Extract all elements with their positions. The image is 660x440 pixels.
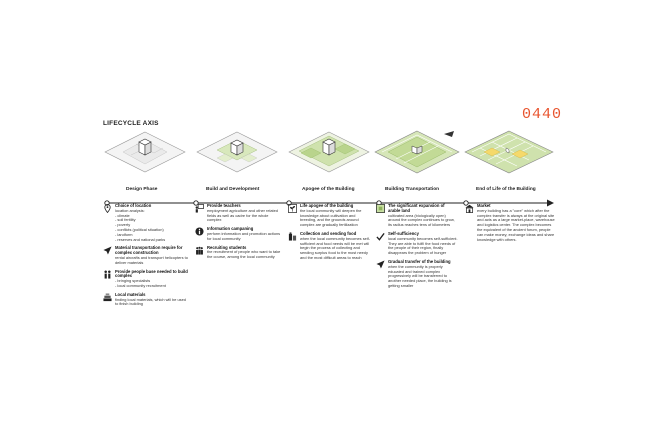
market-icon [465, 204, 474, 213]
block-title: Collection and sending food [300, 230, 357, 236]
iso-diagram-design [103, 128, 188, 186]
section-title: LIFECYCLE AXIS [103, 120, 159, 127]
info-block [376, 232, 458, 256]
info-block [195, 246, 283, 260]
phase-label-end-of-life: End of Life of the Building [476, 187, 536, 192]
phase-label-apogee: Apogee of the Building [302, 187, 355, 192]
block-title: Gradual transfer of the building [388, 258, 451, 264]
block-text: perform information and promotion actions for local community [207, 230, 281, 241]
location-pin-icon [103, 204, 112, 213]
block-title: The significant expansion of arable land [388, 203, 445, 213]
info-block [376, 204, 458, 228]
block-title: Market [477, 203, 491, 208]
info-block [376, 260, 458, 289]
column-build [195, 204, 283, 264]
phase-label-design: Design Phase [126, 187, 158, 192]
block-text: when the local community becomes self-sufficient and food needs will be met will begin the process of collecting and sending surplus food to the most needy and the most difficult areas to reach [300, 235, 371, 260]
iso-diagram-transportation [372, 128, 462, 186]
people-icon [103, 270, 112, 279]
growth-icon [288, 204, 297, 213]
self-sufficiency-icon [376, 232, 385, 241]
block-text: the local community will deepen the knowledge about cultivation and breeding, and the grounds around complex are gradually fertilization [300, 207, 362, 228]
iso-diagram-build [195, 128, 280, 186]
block-text: local community becomes self-sufficient. They are able to fulfil the food needs of the people of their region, finally disappears the problem of hunger [388, 235, 458, 256]
block-text: cultivated area (biologically open) around the complex continues to grow, its radius reaches tens of kilometers [388, 212, 455, 228]
block-text: location analysis: - climate - soil fertility - poverty - conflicts (political situation) - landform - reserves and national parks [115, 207, 166, 242]
block-title: Local materials [115, 291, 146, 297]
iso-diagram-end-of-life [462, 128, 556, 186]
block-title: Life apogee of the building [300, 203, 354, 208]
info-block [195, 227, 283, 241]
materials-icon [103, 293, 112, 302]
teacher-icon [195, 204, 204, 213]
block-text: every building has a "core" which after the complex transfer is always at the original site and acts as a large market-place, warehouse and logistics center. The complex becomes the equivalent of the ancient forum, people can make money, exchange ideas and share knowledge with others. [477, 207, 555, 242]
airplane-icon [103, 246, 112, 255]
food-icon [288, 232, 297, 241]
block-title: Recruiting students [207, 244, 247, 250]
iso-diagram-apogee [287, 128, 372, 186]
block-text: employment agriculture and other related fields as well as cadre for the whole complex [207, 207, 278, 223]
page-number: 0440 [522, 106, 563, 123]
expansion-icon [376, 204, 385, 213]
info-block [288, 232, 372, 261]
block-text: rental aircrafts and transport helicopters to deliver materials [115, 254, 188, 265]
students-icon [195, 246, 204, 255]
block-text: finding local materials, which will be used to finish building [115, 296, 186, 307]
column-transportation [376, 204, 458, 293]
info-block [195, 204, 283, 223]
block-text: - bringing specialists - local community recruitment [115, 278, 166, 288]
column-apogee [288, 204, 372, 265]
info-block [103, 270, 188, 289]
block-text: when the community is properly educated and trained complex progressively will be transferred to another needed place, the building is getting smaller [388, 263, 452, 288]
block-title: Choice of location [115, 203, 152, 208]
info-block [103, 204, 188, 242]
block-text: the recruitment of people who want to take the course, among the local community [207, 249, 281, 260]
airplane-icon [376, 260, 385, 269]
phase-label-build: Build and Development [206, 187, 260, 192]
info-block [288, 204, 372, 228]
info-block [103, 246, 188, 265]
column-design [103, 204, 188, 311]
block-title: Provide teachers [207, 203, 241, 208]
info-block [465, 204, 555, 242]
block-title: Self-sufficiency [388, 230, 419, 236]
block-title: Provide people base needed to build complex [115, 268, 188, 279]
phase-label-transportation: Building Transportation [385, 187, 440, 192]
column-end-of-life [465, 204, 555, 246]
info-block [103, 293, 188, 307]
info-icon [195, 227, 204, 236]
block-title: Material transportation require for complex construction [115, 245, 183, 256]
block-title: Information campaning [207, 226, 254, 232]
